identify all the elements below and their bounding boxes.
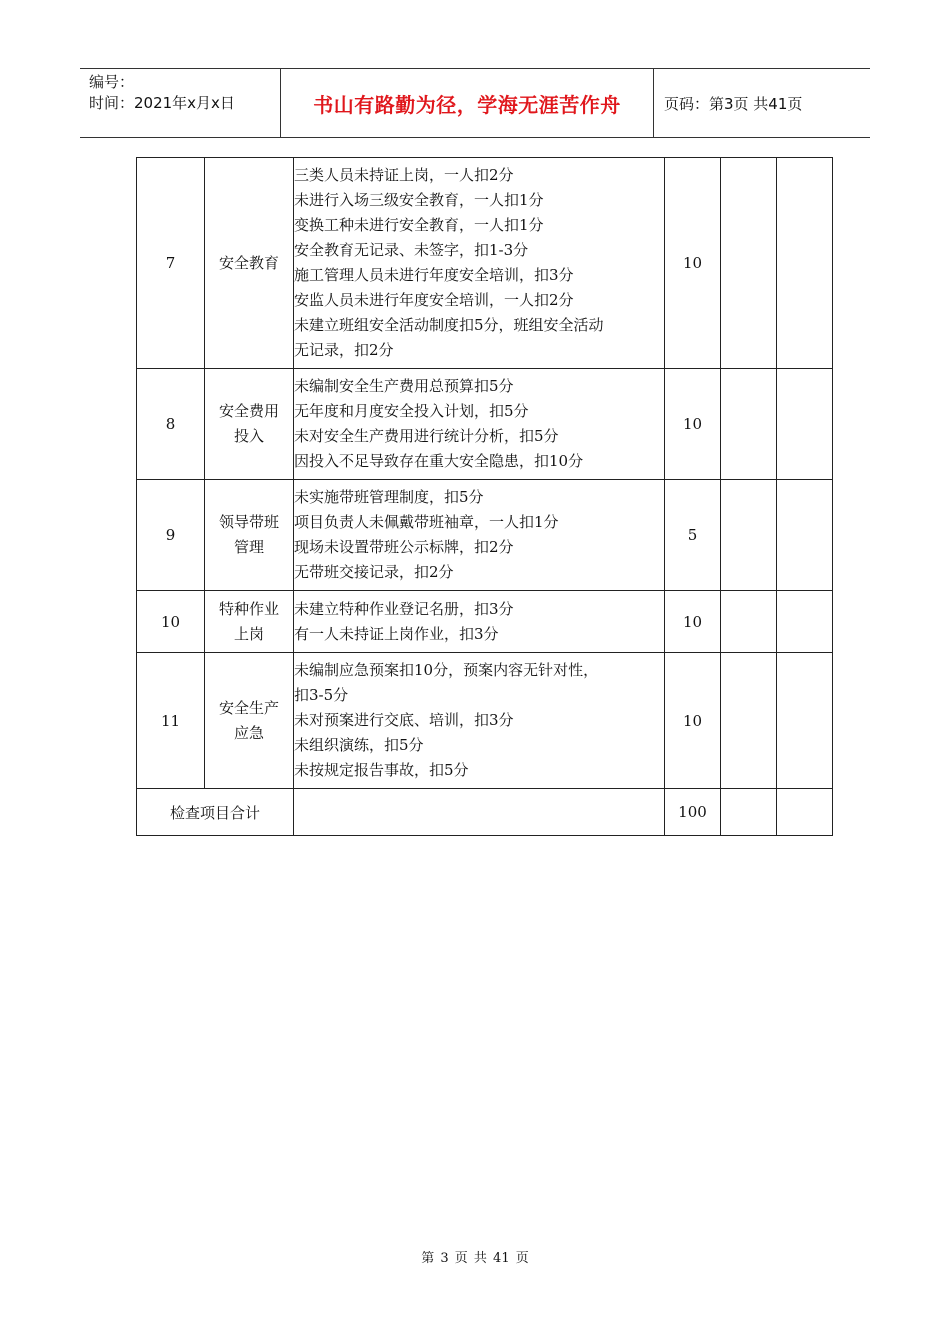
full-score: 5 bbox=[665, 480, 721, 591]
inspection-table bbox=[136, 157, 833, 836]
actual-score-cell[interactable] bbox=[777, 158, 833, 369]
deducted-score-cell[interactable] bbox=[721, 158, 777, 369]
category-line: 安全费用 bbox=[218, 402, 279, 420]
criterion-line: 安全教育无记录、未签字，扣1-3分 bbox=[294, 241, 529, 259]
item-number: 8 bbox=[137, 369, 205, 480]
criterion-line: 现场未设置带班公示标牌，扣2分 bbox=[294, 538, 514, 556]
item-number: 11 bbox=[137, 653, 205, 789]
criterion-line: 无记录，扣2分 bbox=[294, 341, 394, 359]
actual-score-cell[interactable] bbox=[777, 480, 833, 591]
deduction-criteria bbox=[294, 369, 665, 480]
criterion-line: 变换工种未进行安全教育，一人扣1分 bbox=[294, 216, 544, 234]
item-category bbox=[205, 158, 294, 369]
deducted-score-cell[interactable] bbox=[721, 591, 777, 653]
actual-score-cell[interactable] bbox=[777, 369, 833, 480]
table-row bbox=[137, 369, 833, 480]
page-footer: 第 3 页 共 41 页 bbox=[421, 1251, 529, 1266]
total-desc-cell bbox=[294, 789, 665, 836]
table-body bbox=[137, 158, 833, 836]
category-line: 特种作业 bbox=[218, 599, 279, 618]
deduction-criteria bbox=[294, 653, 665, 789]
item-number: 7 bbox=[137, 158, 205, 369]
category-line: 领导带班 bbox=[218, 513, 279, 531]
item-category bbox=[205, 369, 294, 480]
criterion-line: 因投入不足导致存在重大安全隐患，扣10分 bbox=[294, 452, 584, 470]
table-row bbox=[137, 653, 833, 789]
criterion-line: 未进行入场三级安全教育，一人扣1分 bbox=[294, 191, 544, 209]
full-score: 10 bbox=[665, 653, 721, 789]
criterion-line: 施工管理人员未进行年度安全培训，扣3分 bbox=[294, 266, 574, 284]
deduction-criteria bbox=[294, 158, 665, 369]
total-actual-cell[interactable] bbox=[777, 789, 833, 836]
full-score: 10 bbox=[665, 591, 721, 653]
header-motto: 书山有路勤为径，学海无涯苦作舟 bbox=[281, 69, 654, 137]
date-label: 时间：2021年x月x日 bbox=[89, 94, 235, 112]
total-score: 100 bbox=[665, 789, 721, 836]
criterion-line: 未建立特种作业登记名册，扣3分 bbox=[294, 599, 514, 618]
full-score: 10 bbox=[665, 369, 721, 480]
criterion-line: 未编制安全生产费用总预算扣5分 bbox=[294, 377, 514, 395]
item-category bbox=[205, 591, 294, 653]
criterion-line: 扣3-5分 bbox=[294, 686, 349, 704]
item-category bbox=[205, 480, 294, 591]
total-deducted-cell[interactable] bbox=[721, 789, 777, 836]
criterion-line: 未对安全生产费用进行统计分析，扣5分 bbox=[294, 427, 559, 445]
criterion-line: 未实施带班管理制度，扣5分 bbox=[294, 488, 484, 506]
criterion-line: 未编制应急预案扣10分，预案内容无针对性， bbox=[294, 661, 599, 679]
total-label: 检查项目合计 bbox=[137, 789, 294, 836]
criterion-line: 未对预案进行交底、培训，扣3分 bbox=[294, 711, 514, 729]
criterion-line: 未组织演练，扣5分 bbox=[294, 736, 424, 754]
code-label: 编号： bbox=[89, 73, 135, 91]
item-number: 10 bbox=[137, 591, 205, 653]
criterion-line: 无带班交接记录，扣2分 bbox=[294, 563, 454, 581]
header-meta bbox=[80, 69, 281, 137]
criterion-line: 无年度和月度安全投入计划，扣5分 bbox=[294, 402, 529, 420]
deducted-score-cell[interactable] bbox=[721, 480, 777, 591]
header-page-info: 页码：第3页 共41页 bbox=[664, 94, 803, 113]
criterion-line: 未按规定报告事故，扣5分 bbox=[294, 761, 469, 779]
criterion-line: 安监人员未进行年度安全培训，一人扣2分 bbox=[294, 291, 574, 309]
table-row bbox=[137, 591, 833, 653]
page-header bbox=[80, 68, 870, 138]
deduction-criteria bbox=[294, 480, 665, 591]
criterion-line: 未建立班组安全活动制度扣5分，班组安全活动 bbox=[294, 316, 604, 334]
actual-score-cell[interactable] bbox=[777, 591, 833, 653]
item-category bbox=[205, 653, 294, 789]
deduction-criteria bbox=[294, 591, 665, 653]
category-line: 安全教育 bbox=[218, 253, 279, 272]
item-number: 9 bbox=[137, 480, 205, 591]
criterion-line: 三类人员未持证上岗，一人扣2分 bbox=[294, 166, 514, 184]
category-line: 投入 bbox=[233, 427, 264, 445]
deducted-score-cell[interactable] bbox=[721, 653, 777, 789]
actual-score-cell[interactable] bbox=[777, 653, 833, 789]
table-row bbox=[137, 480, 833, 591]
criterion-line: 有一人未持证上岗作业，扣3分 bbox=[294, 624, 499, 643]
full-score: 10 bbox=[665, 158, 721, 369]
table-row bbox=[137, 158, 833, 369]
deducted-score-cell[interactable] bbox=[721, 369, 777, 480]
category-line: 上岗 bbox=[233, 624, 264, 643]
criterion-line: 项目负责人未佩戴带班袖章，一人扣1分 bbox=[294, 513, 559, 531]
category-line: 应急 bbox=[233, 723, 264, 742]
category-line: 管理 bbox=[233, 538, 264, 556]
total-row bbox=[137, 789, 833, 836]
category-line: 安全生产 bbox=[218, 698, 279, 717]
